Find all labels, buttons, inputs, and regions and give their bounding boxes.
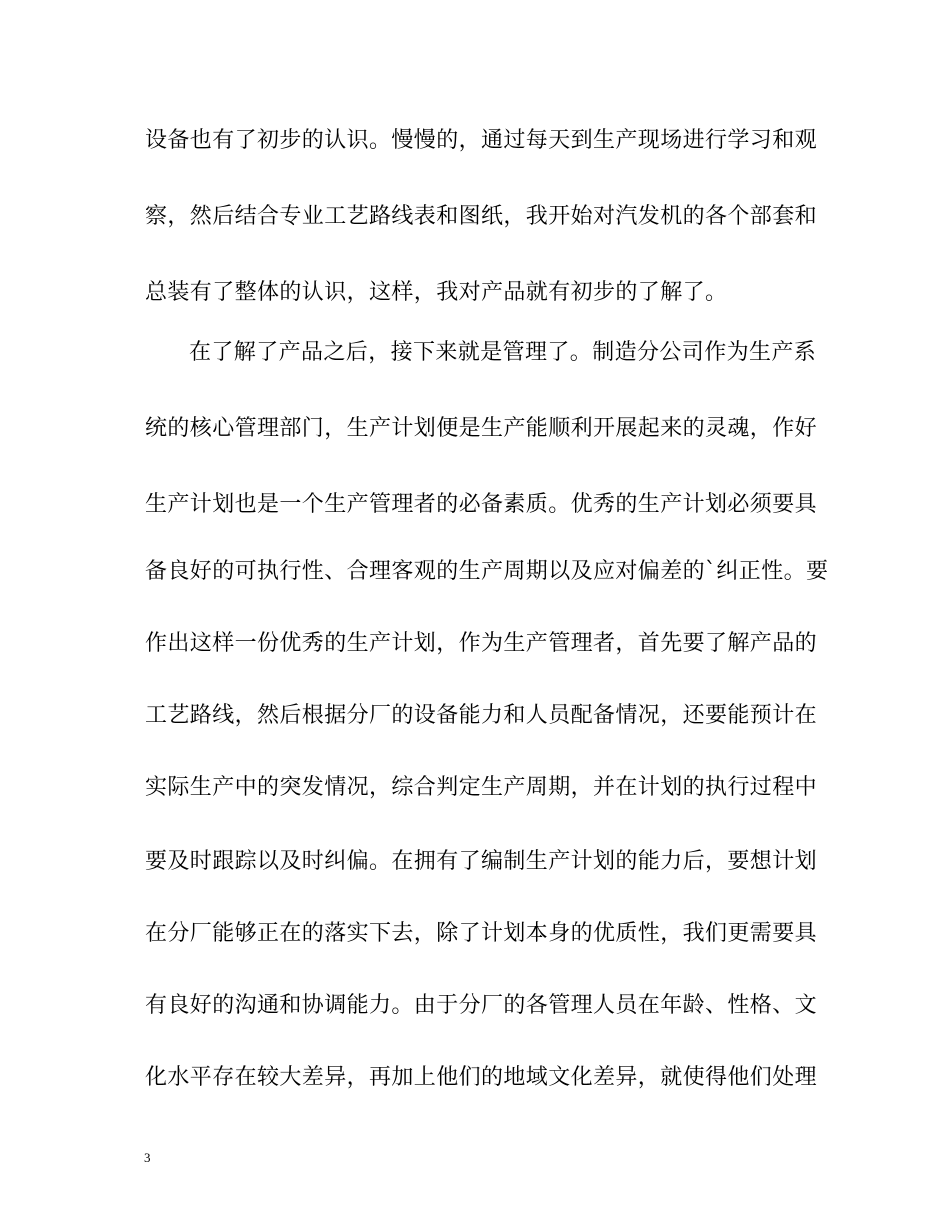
body-text-line: 察，然后结合专业工艺路线表和图纸，我开始对汽发机的各个部套和 — [145, 204, 818, 229]
body-text-line: 统的核心管理部门，生产计划便是生产能顺利开展起来的灵魂，作好 — [145, 416, 818, 441]
body-text-line: 实际生产中的突发情况，综合判定生产周期，并在计划的执行过程中 — [145, 775, 818, 800]
body-text-line: 备良好的可执行性、合理客观的生产周期以及应对偏差的`纠正性。要 — [145, 559, 829, 584]
body-text-line: 工艺路线，然后根据分厂的设备能力和人员配备情况，还要能预计在 — [145, 703, 818, 728]
body-text-line: 总装有了整体的认识，这样，我对产品就有初步的了解了。 — [145, 280, 728, 305]
body-text-line: 作出这样一份优秀的生产计划，作为生产管理者，首先要了解产品的 — [145, 631, 818, 656]
page-number: 3 — [144, 1150, 151, 1165]
body-text-line: 有良好的沟通和协调能力。由于分厂的各管理人员在年龄、性格、文 — [145, 993, 818, 1018]
body-text-line: 要及时跟踪以及时纠偏。在拥有了编制生产计划的能力后，要想计划 — [145, 849, 818, 874]
body-text-line: 生产计划也是一个生产管理者的必备素质。优秀的生产计划必须要具 — [145, 492, 818, 517]
body-text-line: 化水平存在较大差异，再加上他们的地域文化差异，就使得他们处理 — [145, 1065, 818, 1090]
body-text-line: 在分厂能够正在的落实下去，除了计划本身的优质性，我们更需要具 — [145, 921, 818, 946]
body-text-line: 设备也有了初步的认识。慢慢的，通过每天到生产现场进行学习和观 — [145, 128, 818, 153]
paragraph-first-line: 在了解了产品之后，接下来就是管理了。制造分公司作为生产系 — [189, 340, 817, 365]
